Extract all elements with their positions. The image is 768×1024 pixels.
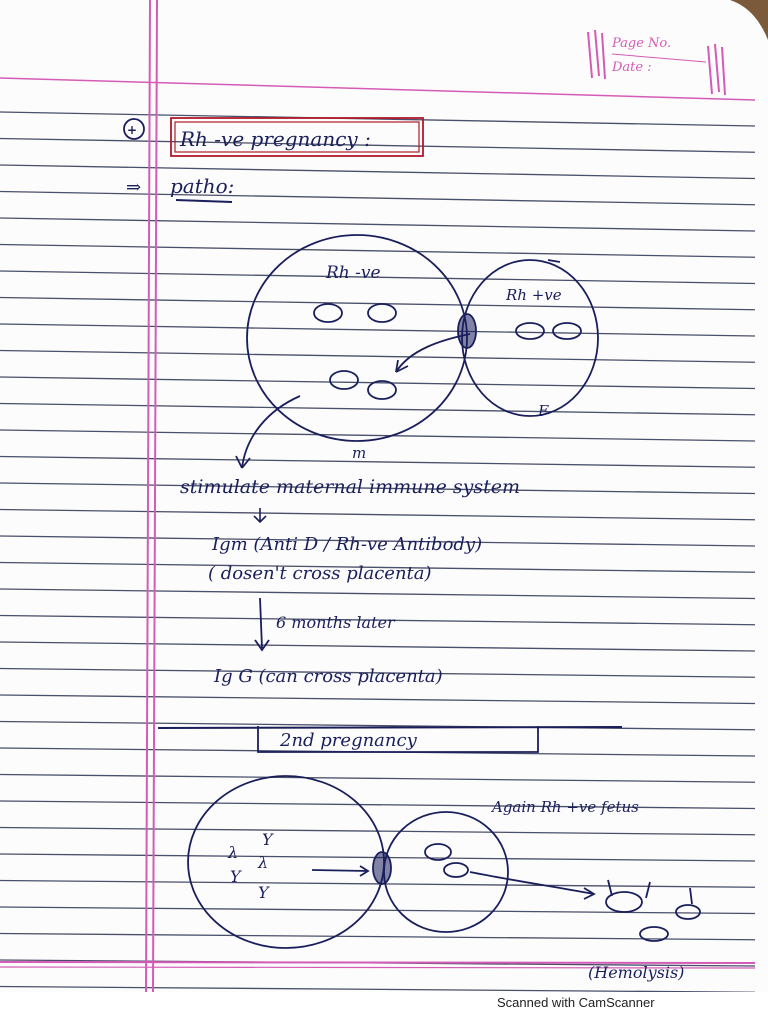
svg-text:Y: Y: [262, 830, 273, 849]
svg-text:+: +: [127, 123, 138, 137]
second-pregnancy-heading: 2nd pregnancy: [280, 730, 417, 751]
svg-text:Y: Y: [258, 883, 269, 902]
scanner-footer: [0, 992, 768, 1024]
svg-text:λ: λ: [228, 843, 239, 862]
svg-text:Y: Y: [230, 867, 241, 886]
page-title: Rh -ve pregnancy :: [180, 127, 371, 151]
patho-heading: patho:: [170, 174, 235, 198]
page-no-label: Page No.: [612, 36, 672, 51]
arrow-symbol: ⇒: [126, 177, 142, 198]
flow-step-1: stimulate maternal immune system: [180, 476, 521, 498]
hemolysis-label: (Hemolysis): [588, 963, 685, 982]
mother-circle-label: Rh -ve: [326, 263, 381, 283]
fetus-note: Again Rh +ve fetus: [492, 798, 639, 816]
flow-step-2-note: ( dosen't cross placenta): [208, 563, 432, 584]
fetus-circle-label: Rh +ve: [506, 286, 562, 304]
scanner-watermark-text: Scanned with CamScanner: [497, 995, 655, 1010]
mother-letter: m: [352, 444, 367, 462]
svg-text:λ: λ: [258, 853, 269, 872]
flow-step-2: Igm (Anti D / Rh-ve Antibody): [212, 534, 483, 555]
flow-interval: 6 months later: [276, 613, 395, 632]
date-label: Date :: [612, 60, 652, 75]
fetus-letter: F: [538, 402, 549, 420]
placenta-mark: [458, 314, 476, 348]
flow-step-3: Ig G (can cross placenta): [214, 666, 443, 687]
